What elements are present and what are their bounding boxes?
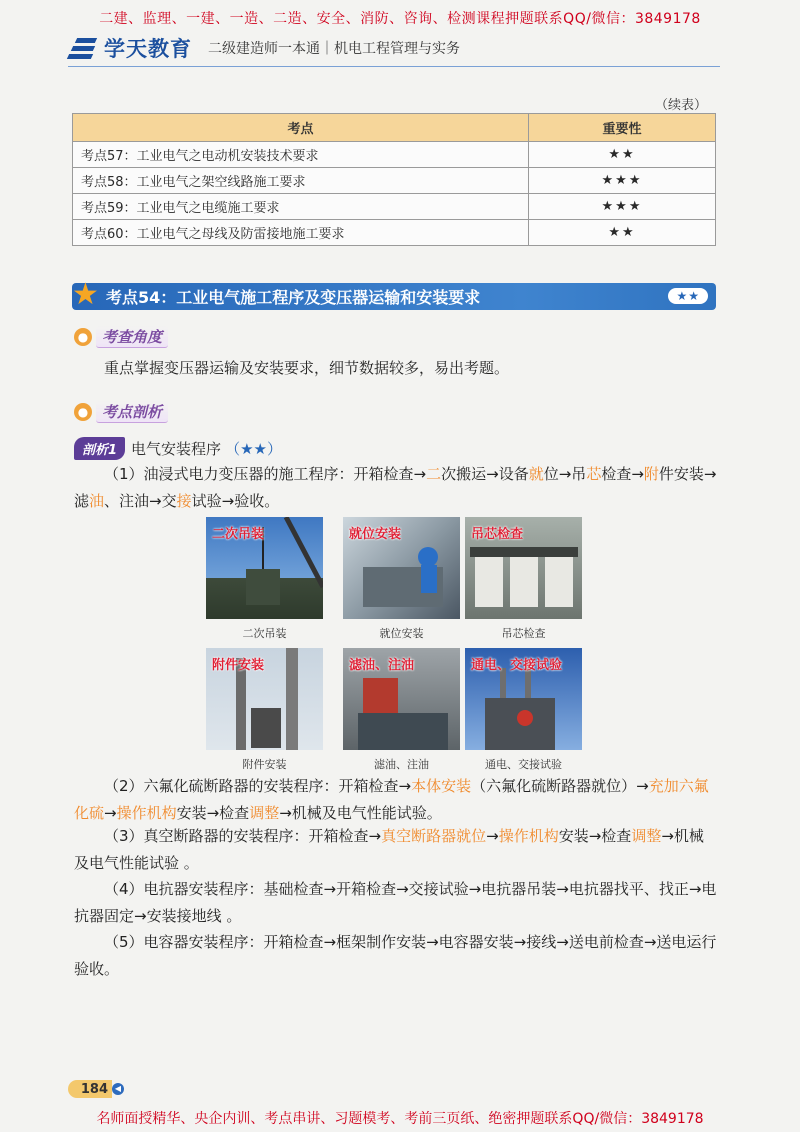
highlight-text: 充加六氟化硫 [74, 777, 709, 822]
photo-caption: 滤油、注油 [374, 758, 429, 771]
text-run: （1）油浸式电力变压器的施工程序：开箱检查→ [104, 465, 427, 483]
text-run: 位→吊 [543, 465, 587, 483]
point-cell: 考点58：工业电气之架空线路施工要求 [73, 168, 529, 194]
book-title: 二级建造师一本通｜机电工程管理与实务 [208, 41, 460, 57]
table-row [73, 142, 716, 168]
logo [68, 33, 192, 63]
logo-text: 学天教育 [104, 37, 192, 61]
highlight-text: 操作机构 [116, 804, 177, 822]
photo [343, 517, 460, 619]
photo [206, 648, 323, 750]
analysis-heading [74, 437, 282, 460]
angle-label: 考查角度 [96, 326, 168, 348]
text-run: （2）六氟化硫断路器的安装程序：开箱检查→ [104, 777, 412, 795]
paragraph-4: （4）电抗器安装程序：基础检查→开箱检查→交接试验→电抗器吊装→电抗器找平、找正→电抗器固定→安装接地线 。 [74, 880, 717, 925]
section-title-bar [72, 276, 716, 312]
text-run: （六氟化硫断路器就位）→ [471, 777, 649, 795]
photo-label: 吊芯检查 [471, 527, 524, 542]
photo [343, 648, 460, 750]
page-number-text: 184 [80, 1081, 108, 1097]
point-cell: 考点57：工业电气之电动机安装技术要求 [73, 142, 529, 168]
table-row [73, 220, 716, 246]
highlight-text: 操作机构 [498, 827, 559, 845]
highlight-text: 调整 [631, 827, 662, 845]
text-run: （3）真空断路器的安装程序：开箱检查→ [104, 827, 382, 845]
photo-caption: 附件安装 [242, 758, 287, 771]
photo [465, 517, 582, 619]
arrow-left-icon: ◀ [112, 1083, 124, 1095]
photo [206, 517, 323, 619]
importance-cell: ★★ [529, 220, 716, 246]
highlight-text: 附 [643, 465, 659, 483]
analysis-label: 考点剖析 [96, 401, 168, 423]
importance-cell: ★★★ [529, 194, 716, 220]
importance-cell: ★★★ [529, 168, 716, 194]
lock-icon: ● [74, 403, 92, 421]
photo-label: 附件安装 [212, 658, 265, 673]
analysis-tag [74, 401, 168, 423]
text-run: 安装→检查 [176, 804, 250, 822]
pin-icon: ● [74, 328, 92, 346]
text-run: 安装→检查 [558, 827, 632, 845]
table-header-row [73, 114, 716, 142]
photo-label: 通电、交接试验 [471, 658, 563, 673]
page-number-bar [68, 1080, 112, 1098]
paragraph-5: （5）电容器安装程序：开箱检查→框架制作安装→电容器安装→接线→送电前检查→送电运行验收。 [74, 933, 717, 978]
angle-tag [74, 326, 168, 348]
section-importance-badge: ★★ [668, 288, 708, 304]
text-run: → [104, 804, 117, 822]
page-number [68, 1080, 124, 1098]
key-points-table [72, 113, 716, 246]
text-run: →机械及电气性能试验 。 [74, 827, 704, 872]
column-header-point: 考点 [73, 114, 529, 142]
text-run: 件安装→滤 [74, 465, 717, 510]
photo-caption: 就位安装 [379, 627, 424, 640]
angle-text: 重点掌握变压器运输及安装要求，细节数据较多，易出考题。 [104, 359, 510, 377]
photo-label: 就位安装 [349, 527, 402, 542]
paragraph-1 [74, 461, 718, 515]
analysis-badge: 剖析1 [74, 437, 125, 460]
highlight-text: 二 [426, 465, 442, 483]
highlight-text: 就 [528, 465, 544, 483]
point-cell: 考点60：工业电气之母线及防雷接地施工要求 [73, 220, 529, 246]
highlight-text: 调整 [249, 804, 280, 822]
photo-caption: 二次吊装 [242, 627, 287, 640]
top-promo-banner: 二建、监理、一建、一造、二造、安全、消防、咨询、检测课程押题联系QQ/微信：3849178 [99, 11, 701, 27]
highlight-text: 真空断路器就位 [381, 827, 487, 845]
photo-label: 二次吊装 [212, 527, 265, 542]
star-icon: ★ [72, 276, 99, 312]
photo-label: 滤油、注油 [349, 658, 415, 673]
text-run: → [486, 827, 499, 845]
text-run: 次搬运→设备 [441, 465, 529, 483]
page-header [68, 34, 460, 62]
analysis-title: 电气安装程序 [131, 440, 222, 458]
paragraph-2 [74, 773, 718, 827]
photo-caption: 吊芯检查 [501, 627, 546, 640]
table-continued-label: （续表） [655, 98, 708, 113]
photo [465, 648, 582, 750]
bottom-promo-banner: 名师面授精华、央企内训、考点串讲、习题模考、考前三页纸、绝密押题联系QQ/微信：3849178 [96, 1111, 704, 1127]
highlight-text: 接 [176, 492, 192, 510]
text-run: 、注油→交 [104, 492, 177, 510]
point-cell: 考点59：工业电气之电缆施工要求 [73, 194, 529, 220]
column-header-importance: 重要性 [529, 114, 716, 142]
header-divider [68, 66, 720, 67]
highlight-text: 油 [89, 492, 105, 510]
section-title: 考点54：工业电气施工程序及变压器运输和安装要求 [106, 288, 481, 307]
text-run: 试验→验收。 [191, 492, 280, 510]
photo-caption: 通电、交接试验 [485, 758, 562, 771]
analysis-stars: （★★） [225, 440, 282, 458]
table-row [73, 168, 716, 194]
highlight-text: 本体安装 [411, 777, 472, 795]
logo-mark-icon [68, 35, 98, 61]
importance-cell: ★★ [529, 142, 716, 168]
paragraph-3 [74, 823, 718, 877]
text-run: →机械及电气性能试验。 [279, 804, 442, 822]
table-row [73, 194, 716, 220]
text-run: 检查→ [601, 465, 644, 483]
highlight-text: 芯 [586, 465, 602, 483]
